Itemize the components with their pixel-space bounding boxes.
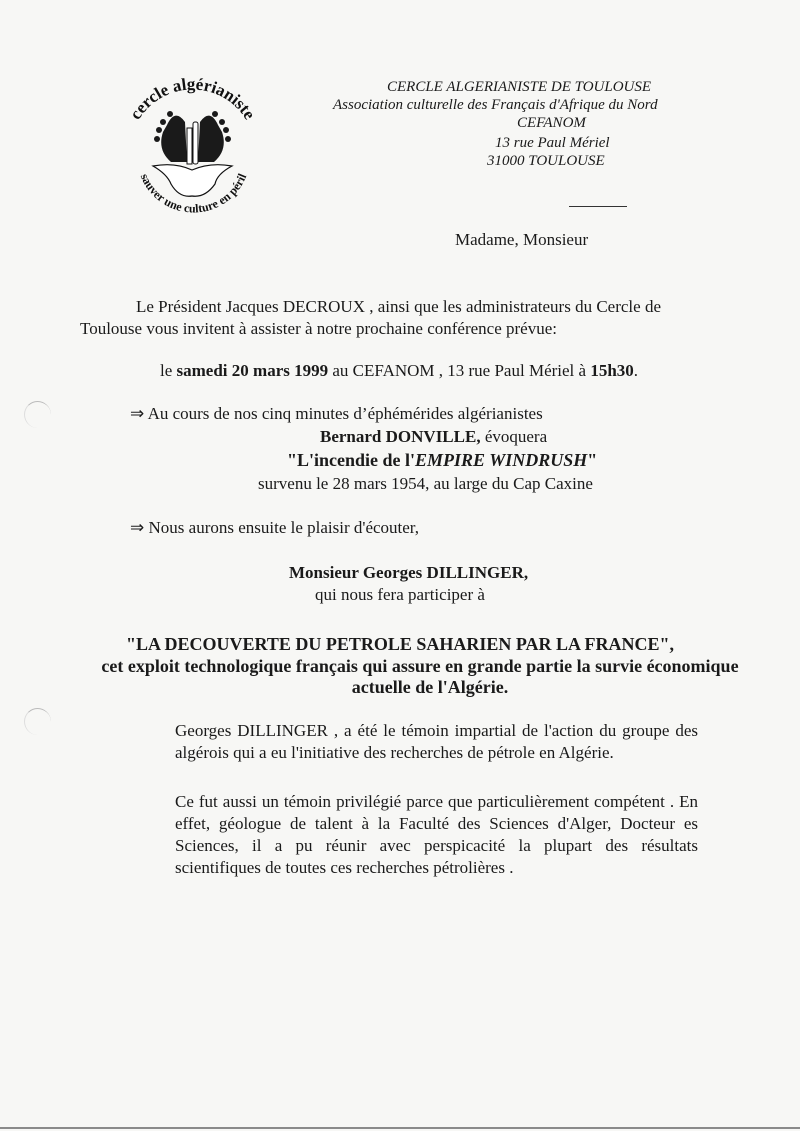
separator-line [569, 206, 627, 207]
speaker-name: Bernard DONVILLE, [320, 427, 481, 446]
event-location: au CEFANOM , 13 rue Paul Mériel à [328, 361, 591, 380]
event-dateline [160, 361, 638, 381]
venue-name: CEFANOM [517, 115, 586, 131]
arrow-right-icon: ⇒ [130, 518, 145, 537]
ephemerides-text: Au cours de nos cinq minutes d’éphémérides algérianistes [147, 404, 543, 423]
intro-line-2: Toulouse vous invitent à assister à notre prochaine conférence prévue: [80, 319, 557, 338]
association-logo [105, 70, 280, 230]
svg-text:sauver une culture en péril: sauver une culture en péril [137, 171, 250, 216]
conference-title-line2: cet exploit technologique français qui assure en grande partie la survie économique [101, 656, 739, 676]
conference-speaker-line2: qui nous fera participer à [315, 585, 485, 604]
event-suffix: . [633, 361, 639, 380]
ephemerides-speaker [320, 427, 547, 447]
conference-speaker [289, 563, 528, 583]
salutation: Madame, Monsieur [455, 230, 589, 249]
ephemerides-detail: survenu le 28 mars 1954, au large du Cap Caxine [258, 474, 593, 493]
svg-text:cercle algérianiste: cercle algérianiste [125, 74, 260, 123]
conference-speaker-name: Monsieur Georges DILLINGER, [289, 563, 529, 582]
speaker-verb: évoquera [480, 427, 548, 446]
conference-title-line3: actuelle de l'Algérie. [351, 677, 509, 697]
bio-paragraph-1: Georges DILLINGER , a été le témoin impartial de l'action du groupe des algérois qui a eu l'initiative des recherches de pétrole en Algérie. [175, 721, 698, 762]
ephemerides-intro [130, 404, 543, 424]
conference-title-line1: "LA DECOUVERTE DU PETROLE SAHARIEN PAR LA FRANCE", [125, 634, 675, 654]
intro-line-1: Le Président Jacques DECROUX , ainsi que les administrateurs du Cercle de [136, 297, 661, 316]
title-suffix: " [587, 450, 598, 470]
org-subtitle: Association culturelle des Français d'Afrique du Nord [333, 97, 658, 113]
intro-paragraph [80, 296, 720, 340]
punch-hole [24, 401, 51, 428]
ephemerides-title [287, 450, 597, 471]
event-prefix: le [160, 361, 177, 380]
city-address: 31000 TOULOUSE [487, 153, 605, 169]
hamsa-hand-icon [105, 70, 280, 230]
street-address: 13 rue Paul Mériel [495, 135, 610, 151]
event-date: samedi 20 mars 1999 [176, 361, 329, 380]
bio-paragraph-2: Ce fut aussi un témoin privilégié parce que particulièrement compétent . En effet, géologue de talent à la Faculté des Sciences d'Alger, Docteur es Sciences, il a pu réunir avec perspicacité la plupart des résultats scientifiques de toutes ces recherches pétrolières . [175, 792, 698, 877]
event-time: 15h30 [590, 361, 634, 380]
scan-edge [0, 1127, 800, 1129]
conference-intro-text: Nous aurons ensuite le plaisir d'écouter, [148, 518, 420, 537]
arrow-right-icon: ⇒ [130, 404, 145, 423]
org-name: CERCLE ALGERIANISTE DE TOULOUSE [387, 79, 652, 95]
title-prefix: "L'incendie de l' [287, 450, 416, 470]
ship-name: EMPIRE WINDRUSH [415, 450, 588, 470]
punch-hole [24, 708, 51, 735]
conference-intro [130, 518, 419, 538]
